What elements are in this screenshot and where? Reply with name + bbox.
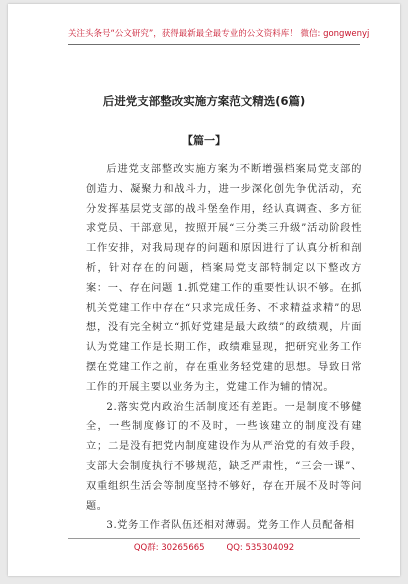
document-page — [8, 4, 400, 576]
paragraph: 2.落实党内政治生活制度还有差距。一是制度不够健全，一些制度修订的不及时，一些该建立的制度没有建立；二是没有把党内制度建设作为从严治党的有效手段，支部大会制度执行不够规范，缺乏严肃性，“三会一课”、双重组织生活会等制度坚持不够好，存在开展不及时等问题。 — [86, 401, 362, 512]
section-heading: 【篇一】 — [182, 134, 226, 147]
footer-qq: QQ: 535304092 — [226, 543, 295, 553]
footer-divider — [68, 538, 360, 539]
paragraph: 后进党支部整改实施方案为不断增强档案局党支部的创造力、凝聚力和战斗力，进一步深化创先争优活动，充分发挥基层党支部的战斗堡垒作用，经认真调查、多方征求党员、干部意见，按照开展“三分类三升级”活动阶段性工作安排，对我局现存的问题和原因进行了认真分析和剖析，针对存在的问题，档案局党支部特制定以下整改方案：一、存在问题 1.抓党建工作的重要性认识不够。在抓机关党建工作中存在“只求完成任务、不求精益求精”的思想，没有完全树立“抓好党建是最大政绩”的政绩观，片面认为党建工作是长期工作，政绩难显现，把研究业务工作摆在党建工作之前，存在重业务轻党建的思想。导致日常工作的开展主要以业务为主，党建工作为辅的情况。 — [86, 164, 362, 393]
header-divider — [68, 44, 360, 45]
document-body — [86, 160, 362, 536]
footer-qq-group: QQ群: 30265665 — [133, 543, 205, 553]
header-note: 关注头条号“公文研究”，获得最新最全最专业的公文资料库！ 微信: gongwenyj — [68, 29, 370, 39]
footer — [68, 542, 360, 554]
document-title: 后进党支部整改实施方案范文精选(6篇) — [102, 94, 306, 108]
paragraph: 3.党务工作者队伍还相对薄弱。党务工作人员配备相 — [106, 520, 355, 532]
